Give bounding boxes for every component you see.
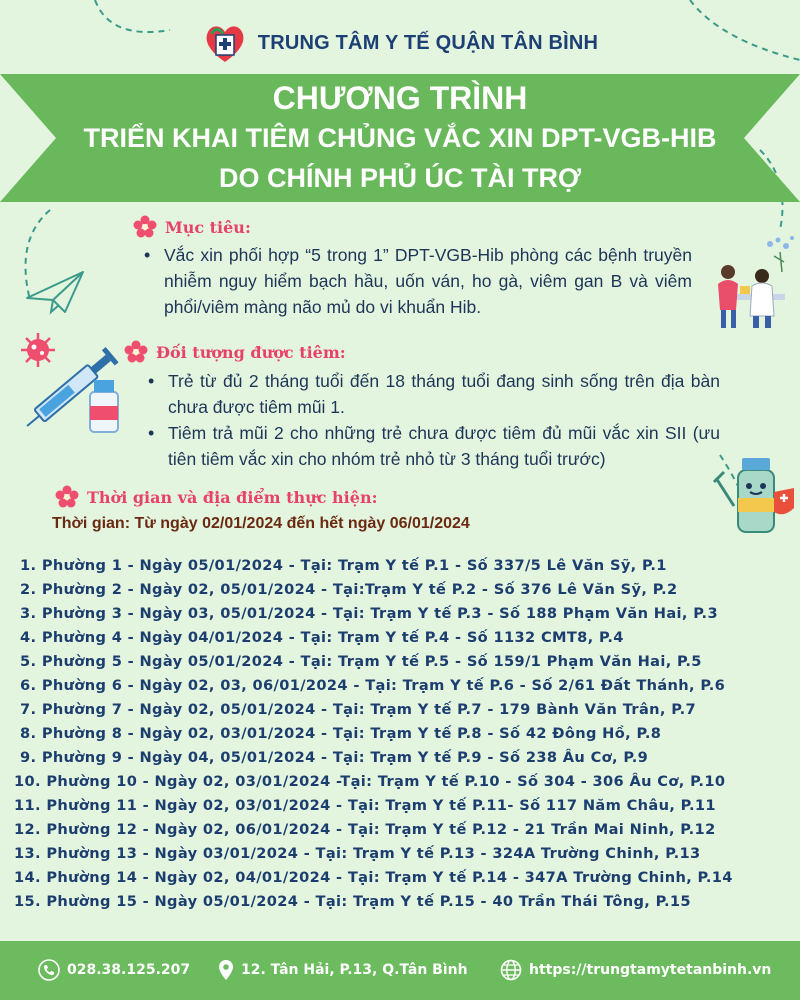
banner-title: CHƯƠNG TRÌNH: [272, 80, 528, 116]
list-item: 8. Phường 8 - Ngày 02, 03/01/2024 - Tại: Trạm Y tế P.8 - Số 42 Đông Hồ, P.8: [20, 725, 662, 742]
list-item: 11. Phường 11 - Ngày 02, 03/01/2024 - Tại: Trạm Y tế P.11- Số 117 Năm Châu, P.11: [14, 797, 716, 814]
list-item: 2. Phường 2 - Ngày 02, 05/01/2024 - Tại:Trạm Y tế P.2 - Số 376 Lê Văn Sỹ, P.2: [20, 581, 678, 598]
list-item: 6. Phường 6 - Ngày 02, 03, 06/01/2024 - Tại: Trạm Y tế P.6 - Số 2/61 Đất Thánh, P.6: [20, 677, 726, 694]
schedule-heading: [55, 485, 377, 509]
list-item: 13. Phường 13 - Ngày 03/01/2024 - Tại: Trạm Y tế P.13 - 324A Trường Chinh, P.13: [14, 845, 701, 862]
phone-number: 028.38.125.207: [67, 962, 191, 978]
target-title: Đối tượng được tiêm:: [156, 342, 346, 362]
target-list: [146, 368, 720, 472]
list-item: 5. Phường 5 - Ngày 05/01/2024 - Tại: Trạm Y tế P.5 - Số 159/1 Phạm Văn Hai, P.5: [20, 653, 702, 670]
objective-list: [142, 242, 692, 320]
list-item: 4. Phường 4 - Ngày 04/01/2024 - Tại: Trạm Y tế P.4 - Số 1132 CMT8, P.4: [20, 629, 624, 646]
footer-phone[interactable]: [38, 959, 190, 981]
flower-icon: [133, 215, 157, 239]
list-item: • Trẻ từ đủ 2 tháng tuổi đến 18 tháng tuổi đang sinh sống trên địa bàn chưa được tiêm mũi 1.: [146, 368, 720, 420]
objective-title: Mục tiêu:: [165, 217, 251, 237]
address-text: 12. Tân Hải, P.13, Q.Tân Bình: [241, 962, 468, 978]
syringe-vaccine-illustration: [10, 330, 135, 440]
title-banner: [0, 74, 800, 202]
doctor-vaccinating-illustration: [700, 232, 800, 332]
list-item: • Vắc xin phối hợp “5 trong 1” DPT-VGB-Hib phòng các bệnh truyền nhiễm nguy hiểm bạch hầu, uốn ván, ho gà, viêm gan B và viêm phổi/viêm màng não mủ do vi khuẩn Hib.: [142, 242, 692, 320]
list-item: 9. Phường 9 - Ngày 04, 05/01/2024 - Tại: Trạm Y tế P.9 - Số 238 Âu Cơ, P.9: [20, 749, 649, 766]
website-link: https://trungtamytetanbinh.vn: [529, 962, 772, 978]
list-item: • Tiêm trả mũi 2 cho những trẻ chưa được tiêm đủ mũi vắc xin SII (ưu tiên tiêm vắc xin cho nhóm trẻ nhỏ từ 3 tháng tuổi trước): [146, 420, 720, 472]
list-item: 1. Phường 1 - Ngày 05/01/2024 - Tại: Trạm Y tế P.1 - Số 337/5 Lê Văn Sỹ, P.1: [20, 557, 667, 574]
ward-schedule-list: [14, 554, 790, 914]
vaccine-bottle-character-illustration: [710, 448, 800, 538]
phone-icon: [38, 959, 60, 981]
schedule-title: Thời gian và địa điểm thực hiện:: [87, 487, 378, 507]
header: [0, 14, 800, 72]
banner-sponsor: DO CHÍNH PHỦ ÚC TÀI TRỢ: [218, 163, 582, 193]
list-item: 10. Phường 10 - Ngày 02, 03/01/2024 -Tại: Trạm Y tế P.10 - Số 304 - 306 Âu Cơ, P.10: [14, 773, 726, 790]
footer-address: [218, 959, 468, 981]
flower-icon: [55, 485, 79, 509]
flower-icon: [124, 340, 148, 364]
vaccination-period: Thời gian: Từ ngày 02/01/2024 đến hết ngày 06/01/2024: [52, 515, 470, 532]
location-pin-icon: [218, 959, 234, 981]
objective-heading: [133, 215, 251, 239]
paper-plane-icon: [25, 268, 85, 316]
list-item: 7. Phường 7 - Ngày 02, 05/01/2024 - Tại: Trạm Y tế P.7 - 179 Bành Văn Trân, P.7: [20, 701, 696, 718]
list-item: 15. Phường 15 - Ngày 05/01/2024 - Tại: Trạm Y tế P.15 - 40 Trần Thái Tông, P.15: [14, 893, 691, 910]
heart-hospital-logo-icon: [202, 20, 248, 66]
organization-name: TRUNG TÂM Y TẾ QUẬN TÂN BÌNH: [257, 31, 599, 54]
globe-icon: [500, 959, 522, 981]
banner-subtitle: TRIỂN KHAI TIÊM CHỦNG VẮC XIN DPT-VGB-HIB: [83, 123, 717, 153]
footer: [0, 941, 800, 1000]
list-item: 3. Phường 3 - Ngày 03, 05/01/2024 - Tại: Trạm Y tế P.3 - Số 188 Phạm Văn Hai, P.3: [20, 605, 718, 622]
footer-website[interactable]: [500, 959, 771, 981]
target-heading: [124, 340, 346, 364]
list-item: 12. Phường 12 - Ngày 02, 06/01/2024 - Tại: Trạm Y tế P.12 - 21 Trần Mai Ninh, P.12: [14, 821, 716, 838]
list-item: 14. Phường 14 - Ngày 02, 04/01/2024 - Tại: Trạm Y tế P.14 - 347A Trường Chinh, P.14: [14, 869, 733, 886]
